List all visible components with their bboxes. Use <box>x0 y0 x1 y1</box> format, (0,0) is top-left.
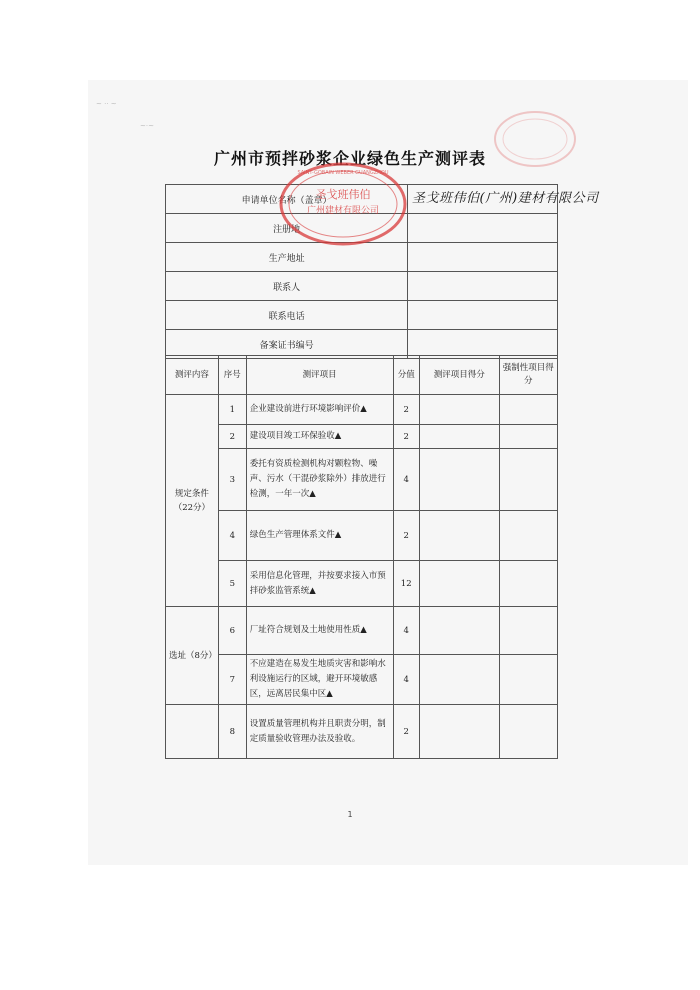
row-score: 2 <box>393 395 419 425</box>
info-value <box>408 243 558 272</box>
header-eval-score: 测评项目得分 <box>419 356 499 395</box>
row-number: 4 <box>218 511 246 561</box>
header-category: 测评内容 <box>166 356 219 395</box>
table-row <box>166 395 558 425</box>
row-score: 4 <box>393 607 419 655</box>
row-score: 2 <box>393 705 419 759</box>
row-mandatory-score <box>499 395 557 425</box>
info-label: 备案证书编号 <box>166 330 408 359</box>
row-eval-score <box>419 655 499 705</box>
info-value <box>408 214 558 243</box>
row-item: 绿色生产管理体系文件▲ <box>246 511 393 561</box>
row-mandatory-score <box>499 561 557 607</box>
row-item: 企业建设前进行环境影响评价▲ <box>246 395 393 425</box>
header-mandatory-score: 强制性项目得分 <box>499 356 557 395</box>
row-number: 7 <box>218 655 246 705</box>
row-eval-score <box>419 511 499 561</box>
row-eval-score <box>419 425 499 449</box>
info-value <box>408 272 558 301</box>
scan-smudge: ~·~ <box>140 122 154 130</box>
row-number: 2 <box>218 425 246 449</box>
row-item: 采用信息化管理，并按要求接入市预拌砂浆监管系统▲ <box>246 561 393 607</box>
info-label: 申请单位名称（盖章） <box>166 185 408 214</box>
row-eval-score <box>419 607 499 655</box>
info-label: 联系电话 <box>166 301 408 330</box>
page-number: 1 <box>347 810 353 819</box>
scan-smudge: ~ ·· ~ <box>96 100 117 108</box>
info-row <box>166 301 558 330</box>
category-cell: 选址（8分） <box>166 607 219 705</box>
table-row <box>166 449 558 511</box>
row-score: 2 <box>393 425 419 449</box>
table-row <box>166 561 558 607</box>
evaluation-table <box>165 355 558 759</box>
row-item: 委托有资质检测机构对颗粒物、噪声、污水（干混砂浆除外）排放进行检测，一年一次▲ <box>246 449 393 511</box>
handwritten-company-name: 圣戈班伟伯(广州)建材有限公司 <box>412 191 599 206</box>
row-score: 4 <box>393 449 419 511</box>
row-number: 3 <box>218 449 246 511</box>
table-row <box>166 655 558 705</box>
table-row <box>166 705 558 759</box>
table-row <box>166 511 558 561</box>
info-value <box>408 301 558 330</box>
row-number: 1 <box>218 395 246 425</box>
row-mandatory-score <box>499 449 557 511</box>
row-score: 2 <box>393 511 419 561</box>
row-item: 不应建造在易发生地质灾害和影响水利设施运行的区域，避开环境敏感区，远离居民集中区▲ <box>246 655 393 705</box>
row-item: 设置质量管理机构并且职责分明，制定质量验收管理办法及验收。 <box>246 705 393 759</box>
category-cell: 规定条件（22分） <box>166 395 219 607</box>
table-row <box>166 607 558 655</box>
row-number: 5 <box>218 561 246 607</box>
row-eval-score <box>419 705 499 759</box>
row-number: 6 <box>218 607 246 655</box>
row-mandatory-score <box>499 655 557 705</box>
row-score: 12 <box>393 561 419 607</box>
row-eval-score <box>419 561 499 607</box>
header-item: 测评项目 <box>246 356 393 395</box>
header-number: 序号 <box>218 356 246 395</box>
table-header-row <box>166 356 558 395</box>
row-mandatory-score <box>499 705 557 759</box>
info-row <box>166 272 558 301</box>
company-seal-stamp <box>276 160 411 248</box>
category-cell <box>166 705 219 759</box>
svg-text:广州建材有限公司: 广州建材有限公司 <box>306 206 380 216</box>
header-score: 分值 <box>393 356 419 395</box>
row-mandatory-score <box>499 607 557 655</box>
info-label: 联系人 <box>166 272 408 301</box>
table-row <box>166 425 558 449</box>
row-mandatory-score <box>499 511 557 561</box>
info-label: 生产地址 <box>166 243 408 272</box>
row-item: 厂址符合规划及土地使用性质▲ <box>246 607 393 655</box>
svg-text:SAINT-GOBAIN WEBER GUANGZHOU: SAINT-GOBAIN WEBER GUANGZHOU <box>297 170 389 176</box>
row-mandatory-score <box>499 425 557 449</box>
row-item: 建设项目竣工环保验收▲ <box>246 425 393 449</box>
svg-text:圣戈班伟伯: 圣戈班伟伯 <box>315 188 371 201</box>
row-number: 8 <box>218 705 246 759</box>
row-eval-score <box>419 449 499 511</box>
row-eval-score <box>419 395 499 425</box>
row-score: 4 <box>393 655 419 705</box>
info-label: 注册地 <box>166 214 408 243</box>
faint-corner-stamp <box>490 108 580 170</box>
document-title: 广州市预拌砂浆企业绿色生产测评表 <box>213 149 486 168</box>
